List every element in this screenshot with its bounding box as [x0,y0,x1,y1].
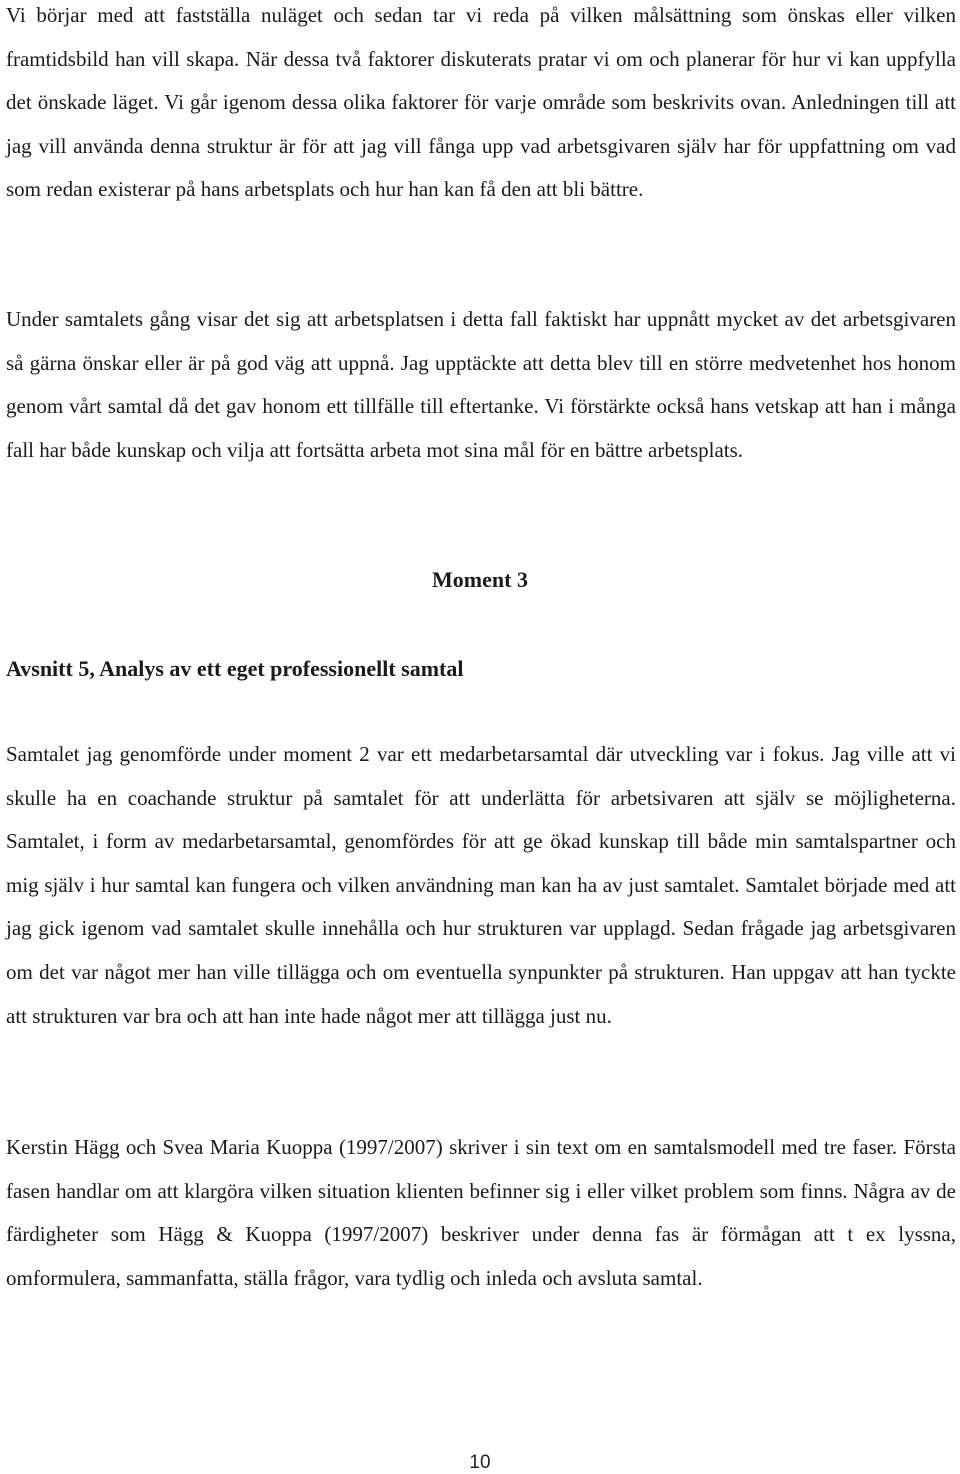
paragraph-intro: Vi börjar med att fastställa nuläget och sedan tar vi reda på vilken målsättning som önskas eller vilken framtidsbild han vill skapa. När dessa två faktorer diskuterats pratar vi om och planerar för hur vi kan uppfylla det önskade läget. Vi går igenom dessa olika faktorer för varje område som beskrivits ovan. Anledningen till att jag vill använda denna struktur är för att jag vill fånga upp vad arbetsgivaren själv har för uppfattning om vad som redan existerar på hans arbetsplats och hur han kan få den att bli bättre. [6,3,956,202]
page-number: 10 [469,1452,491,1473]
moment-heading: Moment 3 [432,567,528,592]
section-heading: Avsnitt 5, Analys av ett eget professionellt samtal [6,656,464,681]
paragraph-conversation: Samtalet jag genomförde under moment 2 var ett medarbetarsamtal där utveckling var i fokus. Jag ville att vi skulle ha en coachande struktur på samtalet för att underlätta för arbetsivaren att själv se möjligheterna. Samtalet, i form av medarbetarsamtal, genomfördes för att ge ökad kunskap till både min samtalspartner och mig själv i hur samtal kan fungera och vilken användning man kan ha av just samtalet. Samtalet började med att jag gick igenom vad samtalet skulle innehålla och hur strukturen var upplagd. Sedan frågade jag arbetsgivaren om det var något mer han ville tillägga och om eventuella synpunkter på strukturen. Han uppgav att han tyckte att strukturen var bra och att han inte hade något mer att tillägga just nu. [6,742,956,1028]
paragraph-outcome: Under samtalets gång visar det sig att arbetsplatsen i detta fall faktiskt har uppnått mycket av det arbetsgivaren så gärna önskar eller är på god väg att uppnå. Jag upptäckte att detta blev till en större medvetenhet hos honom genom vårt samtal då det gav honom ett tillfälle till eftertanke. Vi förstärkte också hans vetskap att han i många fall har både kunskap och vilja att fortsätta arbeta mot sina mål för en bättre arbetsplats. [6,307,956,462]
paragraph-model: Kerstin Hägg och Svea Maria Kuoppa (1997/2007) skriver i sin text om en samtalsmodell med tre faser. Första fasen handlar om att klargöra vilken situation klienten befinner sig i eller vilket problem som finns. Några av de färdigheter som Hägg & Kuoppa (1997/2007) beskriver under denna fas är förmågan att t ex lyssna, omformulera, sammanfatta, ställa frågor, vara tydlig och inleda och avsluta samtal. [6,1135,956,1290]
